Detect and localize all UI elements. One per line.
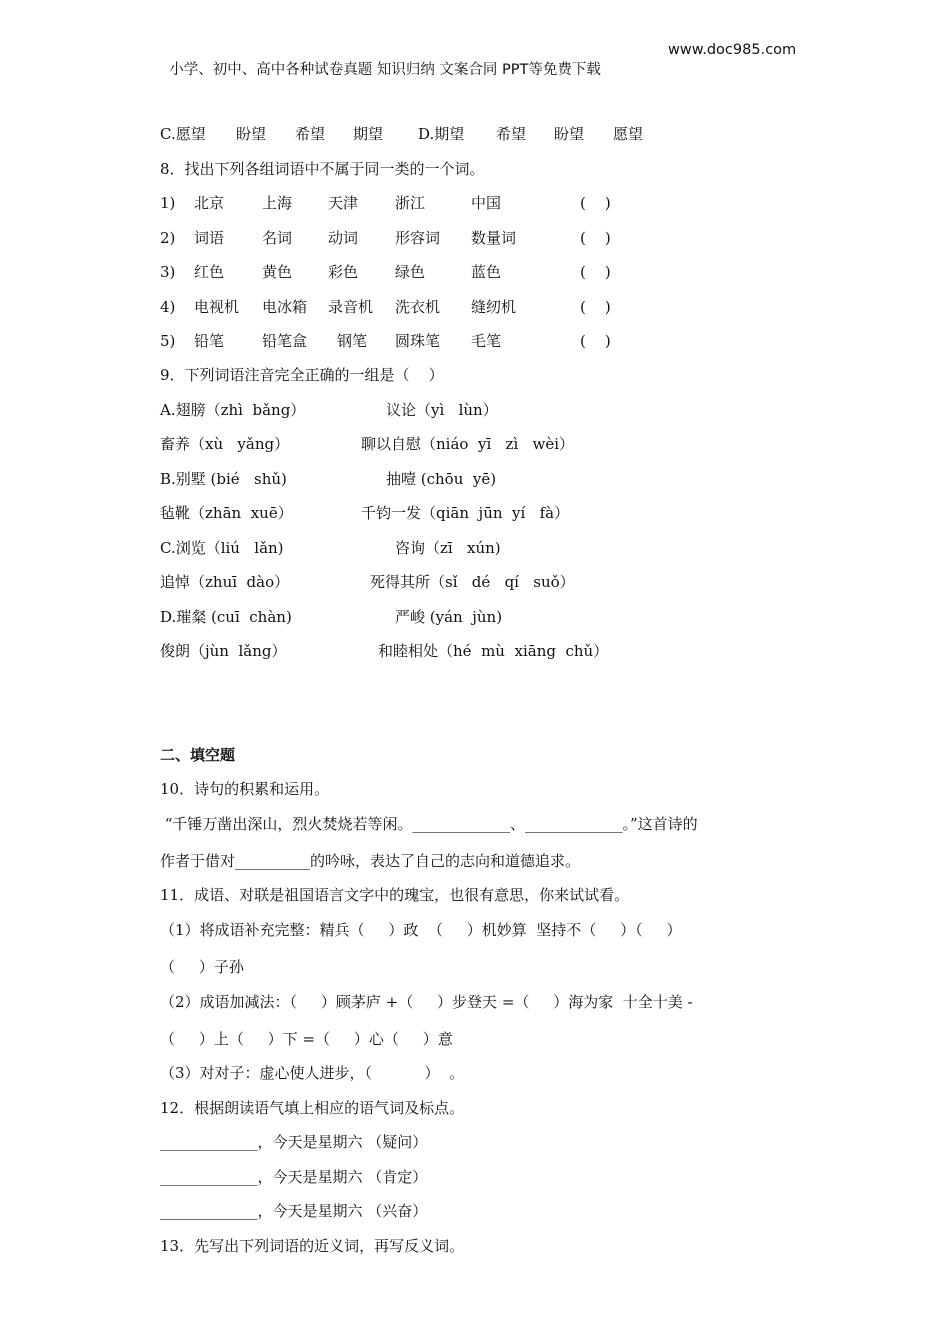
q11-stem: 11．成语、对联是祖国语言文字中的瑰宝，也很有意思，你来试试看。 (160, 886, 630, 904)
q10-poem-line: 作者于借对__________的吟咏，表达了自己的志向和道德追求。 (160, 852, 581, 870)
q9-option-word: 聊以自慰（niáo yī zì wèi） (361, 435, 575, 453)
q8-word: 钢笔 (337, 332, 368, 350)
q8-word: 中国 (471, 194, 502, 212)
q9-option-word: 咨询（zī xún) (395, 539, 501, 557)
q8-word: 电视机 (194, 298, 240, 316)
q8-word: 北京 (194, 194, 225, 212)
header-url[interactable]: www.doc985.com (668, 42, 797, 58)
header-text: 小学、初中、高中各种试卷真题 知识归纳 文案合同 PPT等免费下载 (169, 62, 601, 78)
q7-option-d: D.期望 (418, 125, 465, 143)
q8-word: 数量词 (471, 229, 517, 247)
q8-word: 圆珠笔 (395, 332, 441, 350)
q8-row-number: 1) (160, 194, 176, 212)
q9-option-word: D.璀粲 (cuī chàn) (160, 608, 292, 626)
q8-answer-blank[interactable]: ( ) (580, 263, 611, 281)
q8-word: 浙江 (395, 194, 426, 212)
q13-stem: 13．先写出下列词语的近义词，再写反义词。 (160, 1237, 465, 1255)
q7-c-word: 期望 (353, 125, 384, 143)
q9-option-word: 死得其所（sǐ dé qí suǒ） (370, 573, 575, 591)
q8-word: 毛笔 (471, 332, 502, 350)
q12-line: _____________，今天是星期六 （疑问） (160, 1133, 428, 1151)
q12-line: _____________，今天是星期六 （肯定） (160, 1168, 428, 1186)
q11-line: （1）将成语补充完整：精兵（ ）政 （ ）机妙算 坚持不（ ）（ ） (160, 921, 682, 939)
q12-line: _____________，今天是星期六 （兴奋） (160, 1202, 428, 1220)
q8-word: 形容词 (395, 229, 441, 247)
q11-line: （ ）上（ ）下 =（ ）心（ ）意 (160, 1030, 453, 1048)
q8-word: 红色 (194, 263, 225, 281)
q8-stem: 8．找出下列各组词语中不属于同一类的一个词。 (160, 160, 485, 178)
q8-row-number: 3) (160, 263, 176, 281)
q8-word: 铅笔盒 (262, 332, 308, 350)
page-header (160, 40, 797, 100)
q9-stem: 9．下列词语注音完全正确的一组是（ ） (160, 366, 444, 384)
q9-option-word: B.别墅 (bié shǔ) (160, 470, 287, 488)
q12-stem: 12．根据朗读语气填上相应的语气词及标点。 (160, 1099, 465, 1117)
q8-word: 蓝色 (471, 263, 502, 281)
q8-word: 动词 (328, 229, 359, 247)
q8-row-number: 5) (160, 332, 176, 350)
q8-word: 词语 (194, 229, 225, 247)
q9-option-word: 追悼（zhuī dào） (160, 573, 290, 591)
q8-answer-blank[interactable]: ( ) (580, 194, 611, 212)
q9-option-word: 俊朗（jùn lǎng） (160, 642, 287, 660)
q9-option-word: 千钧一发（qiān jūn yí fà） (361, 504, 570, 522)
q7-d-word: 愿望 (613, 125, 644, 143)
q8-word: 录音机 (328, 298, 374, 316)
section-heading: 二、填空题 (160, 746, 236, 764)
q8-word: 电冰箱 (262, 298, 308, 316)
q11-line: （2）成语加减法：（ ）顾茅庐 +（ ）步登天 =（ ）海为家 十全十美 - (160, 993, 693, 1011)
q8-word: 上海 (262, 194, 293, 212)
q7-c-word: 盼望 (236, 125, 267, 143)
q11-line: （3）对对子：虚心使人进步，（ ） 。 (160, 1064, 465, 1082)
q10-poem-line: “千锤万凿出深山，烈火焚烧若等闲。_____________、_____________。”这首诗的 (160, 815, 698, 833)
q9-option-word: 议论（yì lùn） (386, 401, 498, 419)
q9-option-word: 畜养（xù yǎng） (160, 435, 290, 453)
q9-option-word: 毡靴（zhān xuē） (160, 504, 293, 522)
q11-line: （ ）子孙 (160, 958, 244, 976)
q7-d-word: 希望 (496, 125, 527, 143)
q8-answer-blank[interactable]: ( ) (580, 332, 611, 350)
q7-d-word: 盼望 (554, 125, 585, 143)
q9-option-word: C.浏览（liú lǎn) (160, 539, 284, 557)
q8-word: 天津 (328, 194, 359, 212)
q7-option-c: C.愿望 (160, 125, 206, 143)
q8-word: 缝纫机 (471, 298, 517, 316)
q8-word: 彩色 (328, 263, 359, 281)
q7-c-word: 希望 (295, 125, 326, 143)
q8-word: 洗衣机 (395, 298, 441, 316)
q9-option-word: 和睦相处（hé mù xiāng chǔ） (378, 642, 609, 660)
q8-word: 黄色 (262, 263, 293, 281)
q8-row-number: 4) (160, 298, 176, 316)
q8-answer-blank[interactable]: ( ) (580, 298, 611, 316)
q8-word: 名词 (262, 229, 293, 247)
q10-stem: 10．诗句的积累和运用。 (160, 780, 330, 798)
q8-word: 绿色 (395, 263, 426, 281)
q9-option-word: A.翅膀（zhì bǎng） (160, 401, 306, 419)
q8-row-number: 2) (160, 229, 176, 247)
q8-word: 铅笔 (194, 332, 225, 350)
q9-option-word: 严峻 (yán jùn) (395, 608, 503, 626)
q9-option-word: 抽噎 (chōu yē) (386, 470, 497, 488)
q8-answer-blank[interactable]: ( ) (580, 229, 611, 247)
